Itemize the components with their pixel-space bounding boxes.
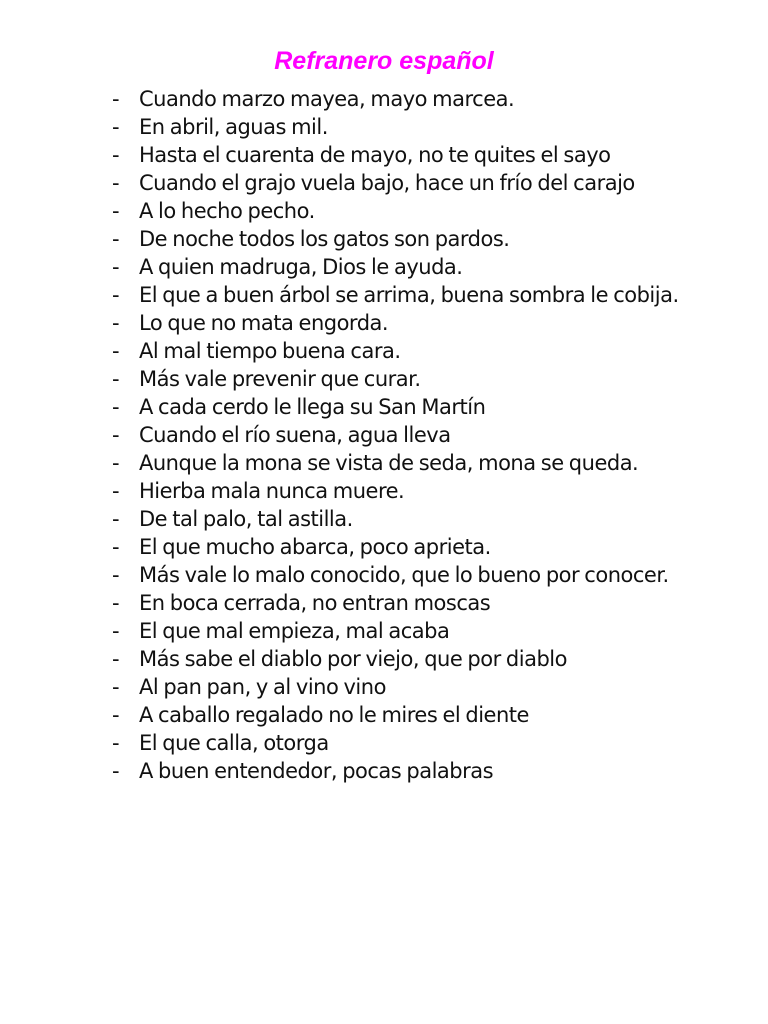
list-item — [112, 589, 687, 617]
proverb-text: Cuando el río suena, agua lleva — [139, 423, 451, 447]
list-item — [112, 533, 687, 561]
proverb-text: El que mal empieza, mal acaba — [139, 619, 450, 643]
list-item — [112, 225, 687, 253]
proverb-text: Hierba mala nunca muere. — [139, 479, 405, 503]
dash-bullet: - — [112, 451, 120, 475]
list-item — [112, 701, 687, 729]
list-item — [112, 757, 687, 785]
proverb-text: Al mal tiempo buena cara. — [139, 339, 401, 363]
proverb-text: Cuando el grajo vuela bajo, hace un frío del carajo — [139, 171, 635, 195]
proverb-text: Al pan pan, y al vino vino — [139, 675, 386, 699]
list-item — [112, 421, 687, 449]
dash-bullet: - — [112, 171, 120, 195]
list-item — [112, 365, 687, 393]
dash-bullet: - — [112, 703, 120, 727]
dash-bullet: - — [112, 563, 120, 587]
proverb-text: Más vale lo malo conocido, que lo bueno por conocer. — [139, 563, 669, 587]
dash-bullet: - — [112, 535, 120, 559]
dash-bullet: - — [112, 367, 120, 391]
list-item — [112, 337, 687, 365]
list-item — [112, 85, 687, 113]
dash-bullet: - — [112, 507, 120, 531]
proverb-text: A buen entendedor, pocas palabras — [139, 759, 494, 783]
list-item — [112, 281, 687, 309]
proverb-text: Lo que no mata engorda. — [139, 311, 389, 335]
list-item — [112, 645, 687, 673]
dash-bullet: - — [112, 479, 120, 503]
list-item — [112, 113, 687, 141]
proverb-text: El que a buen árbol se arrima, buena sombra le cobija. — [139, 283, 679, 307]
dash-bullet: - — [112, 339, 120, 363]
proverb-text: El que calla, otorga — [139, 731, 329, 755]
list-item — [112, 505, 687, 533]
list-item — [112, 729, 687, 757]
dash-bullet: - — [112, 423, 120, 447]
dash-bullet: - — [112, 143, 120, 167]
proverb-text: En abril, aguas mil. — [139, 115, 328, 139]
proverb-text: A quien madruga, Dios le ayuda. — [139, 255, 463, 279]
proverb-list — [112, 85, 687, 785]
proverb-text: A lo hecho pecho. — [139, 199, 315, 223]
list-item — [112, 617, 687, 645]
dash-bullet: - — [112, 395, 120, 419]
proverb-text: Más sabe el diablo por viejo, que por diablo — [139, 647, 567, 671]
list-item — [112, 141, 687, 169]
list-item — [112, 673, 687, 701]
dash-bullet: - — [112, 199, 120, 223]
list-item — [112, 393, 687, 421]
list-item — [112, 309, 687, 337]
dash-bullet: - — [112, 227, 120, 251]
dash-bullet: - — [112, 87, 120, 111]
proverb-text: Aunque la mona se vista de seda, mona se queda. — [139, 451, 639, 475]
dash-bullet: - — [112, 647, 120, 671]
proverb-text: En boca cerrada, no entran moscas — [139, 591, 491, 615]
dash-bullet: - — [112, 311, 120, 335]
proverb-text: De tal palo, tal astilla. — [139, 507, 353, 531]
dash-bullet: - — [112, 731, 120, 755]
dash-bullet: - — [112, 675, 120, 699]
proverb-text: A cada cerdo le llega su San Martín — [139, 395, 486, 419]
proverb-text: Más vale prevenir que curar. — [139, 367, 421, 391]
proverb-text: A caballo regalado no le mires el diente — [139, 703, 529, 727]
dash-bullet: - — [112, 759, 120, 783]
list-item — [112, 477, 687, 505]
proverb-text: Cuando marzo mayea, mayo marcea. — [139, 87, 515, 111]
proverb-text: Hasta el cuarenta de mayo, no te quites el sayo — [139, 143, 611, 167]
list-item — [112, 197, 687, 225]
dash-bullet: - — [112, 619, 120, 643]
dash-bullet: - — [112, 283, 120, 307]
dash-bullet: - — [112, 255, 120, 279]
proverb-text: De noche todos los gatos son pardos. — [139, 227, 510, 251]
list-item — [112, 253, 687, 281]
list-item — [112, 169, 687, 197]
dash-bullet: - — [112, 591, 120, 615]
proverb-text: El que mucho abarca, poco aprieta. — [139, 535, 491, 559]
page-title: Refranero español — [274, 47, 494, 75]
list-item — [112, 561, 687, 589]
dash-bullet: - — [112, 115, 120, 139]
list-item — [112, 449, 687, 477]
